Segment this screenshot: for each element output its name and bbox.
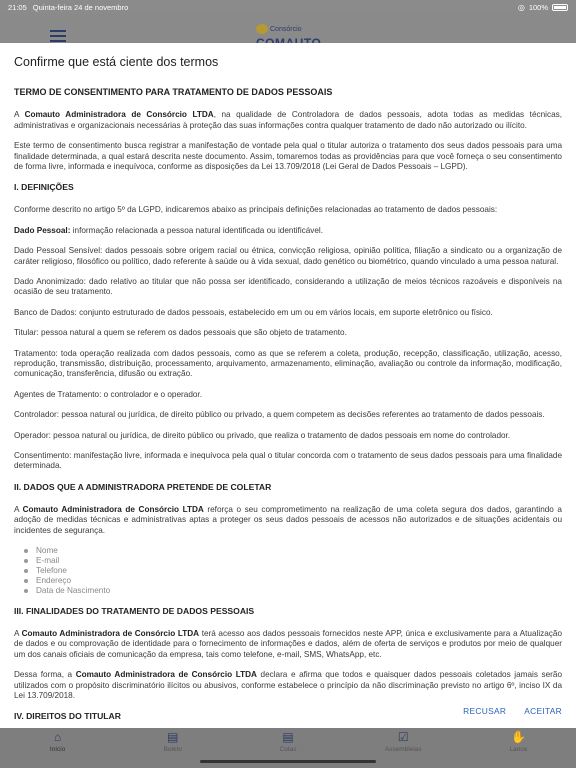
tab-label: Cotas bbox=[279, 746, 297, 753]
logo-swoosh-icon bbox=[256, 24, 268, 34]
list-item: Data de Nascimento bbox=[24, 586, 562, 596]
tab-label: Lance bbox=[509, 746, 528, 753]
definitions-intro: Conforme descrito no artigo 5º da LGPD, indicaremos abaixo as principais definições relacionadas ao tratamento de dados pessoais: bbox=[14, 205, 498, 215]
tab-label: Assembleias bbox=[384, 746, 422, 753]
home-icon: ⌂ bbox=[53, 730, 62, 744]
logo-small-text: Consórcio bbox=[270, 26, 302, 33]
menu-icon[interactable] bbox=[50, 30, 66, 42]
terms-dialog bbox=[0, 43, 576, 728]
tab-inicio[interactable] bbox=[0, 728, 115, 768]
purposes-paragraph: A Comauto Administradora de Consórcio LTDA terá acesso aos dados pessoais fornecidos neste APP, única e exclusivamente para a Atualização de dados e ou comprovação de identidade para o fornecimento de informações e dados, além de oferta de serviços e produtos por meio de qualquer um dos canais oficiais de comunicação da empresa, tais como telefone, e-mail, SMS, WhatsApp, etc. bbox=[14, 628, 562, 659]
dialog-actions bbox=[463, 706, 562, 716]
company-name: Comauto Administradora de Consórcio LTDA bbox=[24, 110, 214, 120]
refuse-button[interactable]: RECUSAR bbox=[463, 706, 507, 716]
definition-titular: Titular: pessoa natural a quem se referem os dados pessoais que são objeto de tratamento. bbox=[14, 328, 347, 338]
wifi-icon: ◎ bbox=[517, 2, 525, 12]
status-time: 21:05 bbox=[8, 2, 27, 12]
dialog-title: Confirme que está ciente dos termos bbox=[14, 55, 219, 69]
battery-percent: 100% bbox=[528, 2, 548, 12]
tab-lance[interactable] bbox=[461, 728, 576, 768]
definition-tratamento: Tratamento: toda operação realizada com dados pessoais, como as que se referem a coleta, produção, recepção, classificação, utilização, acesso, reprodução, transmissão, distribuição, processamento, arquivamento, armazenamento, eliminação, avaliação ou controle da informação, modificação, comunicação, transferência, difusão ou extração. bbox=[14, 348, 562, 379]
definition-dado-sensivel: Dado Pessoal Sensível: dados pessoais sobre origem racial ou étnica, convicção religiosa, opinião política, filiação a sindicato ou a organização de caráter religioso, filosófico ou político, dado referente à saúde ou à vida sexual, dado genético ou biométrico, quando vinculado a uma pessoa natural. bbox=[14, 246, 562, 266]
definition-operador: Operador: pessoa natural ou jurídica, de direito público ou privado, que realiza o tratamento de dados pessoais em nome do controlador. bbox=[14, 430, 511, 440]
data-items-list bbox=[24, 546, 562, 596]
section-heading-rights: IV. DIREITOS DO TITULAR bbox=[14, 711, 121, 722]
list-item: E-mail bbox=[24, 556, 562, 566]
accept-button[interactable]: ACEITAR bbox=[524, 706, 562, 716]
terms-intro: A Comauto Administradora de Consórcio LTDA, na qualidade de Controladora de dados pessoais, adota todas as medidas técnicas, administrativas e organizacionais necessárias à proteção das suas informações contra qualquer tratamento de dado não autorizado ou ilícito. bbox=[14, 110, 562, 130]
section-heading-purposes: III. FINALIDADES DO TRATAMENTO DE DADOS PESSOAIS bbox=[14, 605, 255, 616]
section-heading-data-collected: II. DADOS QUE A ADMINISTRADORA PRETENDE DE COLETAR bbox=[14, 481, 272, 492]
status-bar bbox=[0, 0, 576, 14]
bottom-tab-bar bbox=[0, 728, 576, 768]
list-item: Nome bbox=[24, 546, 562, 556]
terms-paragraph: Este termo de consentimento busca registrar a manifestação de vontade pela qual o titular autoriza o tratamento dos seus dados pessoais para uma finalidade determinada, a qual estará descrita neste documento. Assim, tomaremos todas as providências para que você forneça o seu consentimento de forma livre, informada e inequívoca, conforme as disposições da Lei 13.709/2018 (Lei Geral de Dados Pessoais – LGPD). bbox=[14, 141, 562, 172]
non-discrimination-paragraph: Dessa forma, a Comauto Administradora de Consórcio LTDA declara e afirma que todos e quaisquer dados pessoais coletados jamais serão utilizados com o propósito discriminatório ilícitos ou abusivos, conforme estabelece o princípio da não discriminação previsto no artigo 6º, inciso IX da Lei 13.709/2018. bbox=[14, 670, 562, 700]
checkbox-icon: ☑ bbox=[397, 730, 409, 744]
terms-heading: TERMO DE CONSENTIMENTO PARA TRATAMENTO DE DADOS PESSOAIS bbox=[14, 87, 333, 97]
definition-consentimento: Consentimento: manifestação livre, informada e inequívoca pela qual o titular concorda com o tratamento de seus dados pessoais para uma finalidade determinada. bbox=[14, 451, 562, 471]
definition-dado-anonimizado: Dado Anonimizado: dado relativo ao titular que não possa ser identificado, considerando a utilização de meios técnicos razoáveis e disponíveis na ocasião de seu tratamento. bbox=[14, 276, 562, 297]
tab-label: Início bbox=[49, 746, 66, 753]
list-item: Telefone bbox=[24, 566, 562, 576]
section-heading-definitions: I. DEFINIÇÕES bbox=[14, 182, 74, 193]
battery-icon bbox=[552, 4, 568, 11]
data-collection-paragraph: A Comauto Administradora de Consórcio LTDA reforça o seu comprometimento na realização de uma coleta segura dos dados, garantindo a adoção de medidas técnicas e administrativas aptas a proteger os seus dados pessoais de acessos não autorizados e de situações acidentais ou incidentes de segurança. bbox=[14, 504, 562, 535]
definition-banco-dados: Banco de Dados: conjunto estruturado de dados pessoais, estabelecido em um ou em vários locais, em suporte eletrônico ou físico. bbox=[14, 307, 493, 317]
definition-agentes: Agentes de Tratamento: o controlador e o operador. bbox=[14, 389, 202, 399]
definition-dado-pessoal: Dado Pessoal: informação relacionada a pessoa natural identificada ou identificável. bbox=[14, 225, 324, 235]
hand-icon: ✋ bbox=[510, 730, 526, 744]
tab-label: Boleto bbox=[163, 746, 183, 753]
barcode-icon: ▤ bbox=[167, 730, 179, 744]
home-indicator[interactable] bbox=[200, 760, 376, 763]
list-item: Endereço bbox=[24, 576, 562, 586]
document-icon: ▤ bbox=[282, 730, 294, 744]
definition-controlador: Controlador: pessoa natural ou jurídica, de direito público ou privado, a quem competem as decisões referentes ao tratamento de dados pessoais. bbox=[14, 410, 545, 420]
status-date: Quinta-feira 24 de novembro bbox=[32, 2, 129, 12]
